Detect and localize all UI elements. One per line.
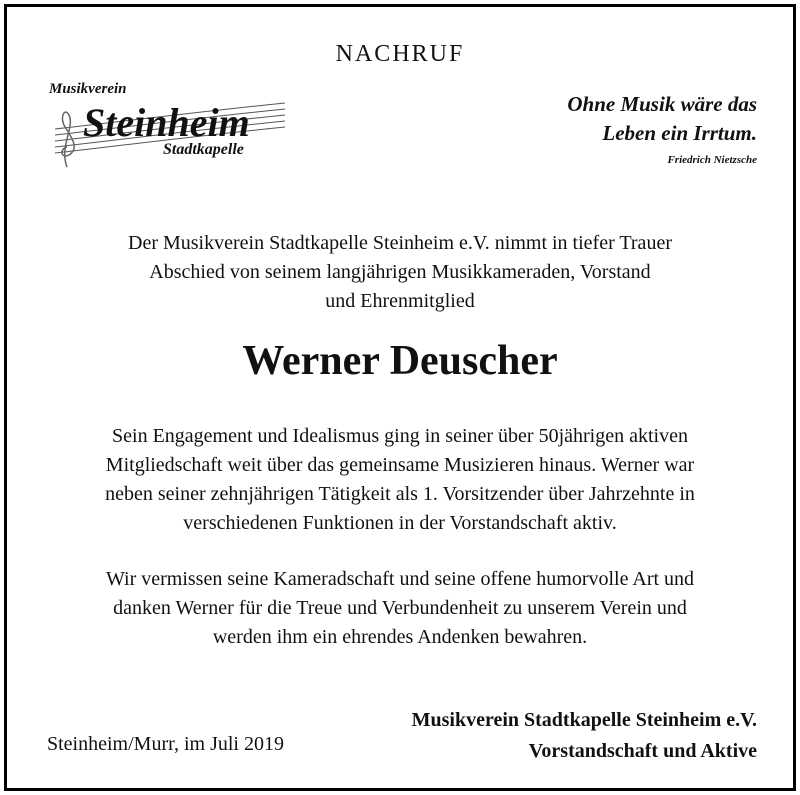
logo-main-text: Steinheim [83,100,250,145]
paragraph-line: werden ihm ein ehrendes Andenken bewahren. [212,626,588,648]
page-title: NACHRUF [335,41,465,67]
quote-author: Friedrich Nietzsche [667,154,757,166]
intro-line: Abschied von seinem langjährigen Musikkameraden, Vorstand [149,261,651,283]
club-logo [45,77,295,172]
paragraph-line: Mitgliedschaft weit über das gemeinsame Musizieren hinaus. Werner war [105,454,695,476]
deceased-name: Werner Deuscher [242,338,558,384]
paragraph-line: danken Werner für die Treue und Verbundenheit zu unserem Verein und [113,597,687,619]
quote-line-1: Ohne Musik wäre das [567,92,757,116]
nietzsche-quote [567,90,757,166]
paragraph-line: Sein Engagement und Idealismus ging in seiner über 50jährigen aktiven [112,425,688,447]
logo-top-text: Musikverein [49,81,127,97]
paragraph-line: neben seiner zehnjährigen Tätigkeit als 1. Vorsitzender über Jahrzehnte in [105,483,695,505]
logo-bottom-text: Stadtkapelle [163,141,244,158]
place-date: Steinheim/Murr, im Juli 2019 [47,733,284,755]
intro-line: und Ehrenmitglied [325,290,475,312]
paragraph-farewell [7,565,793,652]
intro-line: Der Musikverein Stadtkapelle Steinheim e.V. nimmt in tiefer Trauer [128,232,672,254]
signature-block [412,705,757,767]
paragraph-line: verschiedenen Funktionen in der Vorstandschaft aktiv. [183,512,617,534]
obituary-frame [4,4,796,791]
quote-line-2: Leben ein Irrtum. [602,121,757,145]
paragraph-line: Wir vermissen seine Kameradschaft und seine offene humorvolle Art und [105,568,695,590]
intro-text [7,229,793,316]
signed-by: Vorstandschaft und Aktive [528,740,757,762]
paragraph-engagement [7,422,793,538]
organization-name: Musikverein Stadtkapelle Steinheim e.V. [411,709,757,731]
